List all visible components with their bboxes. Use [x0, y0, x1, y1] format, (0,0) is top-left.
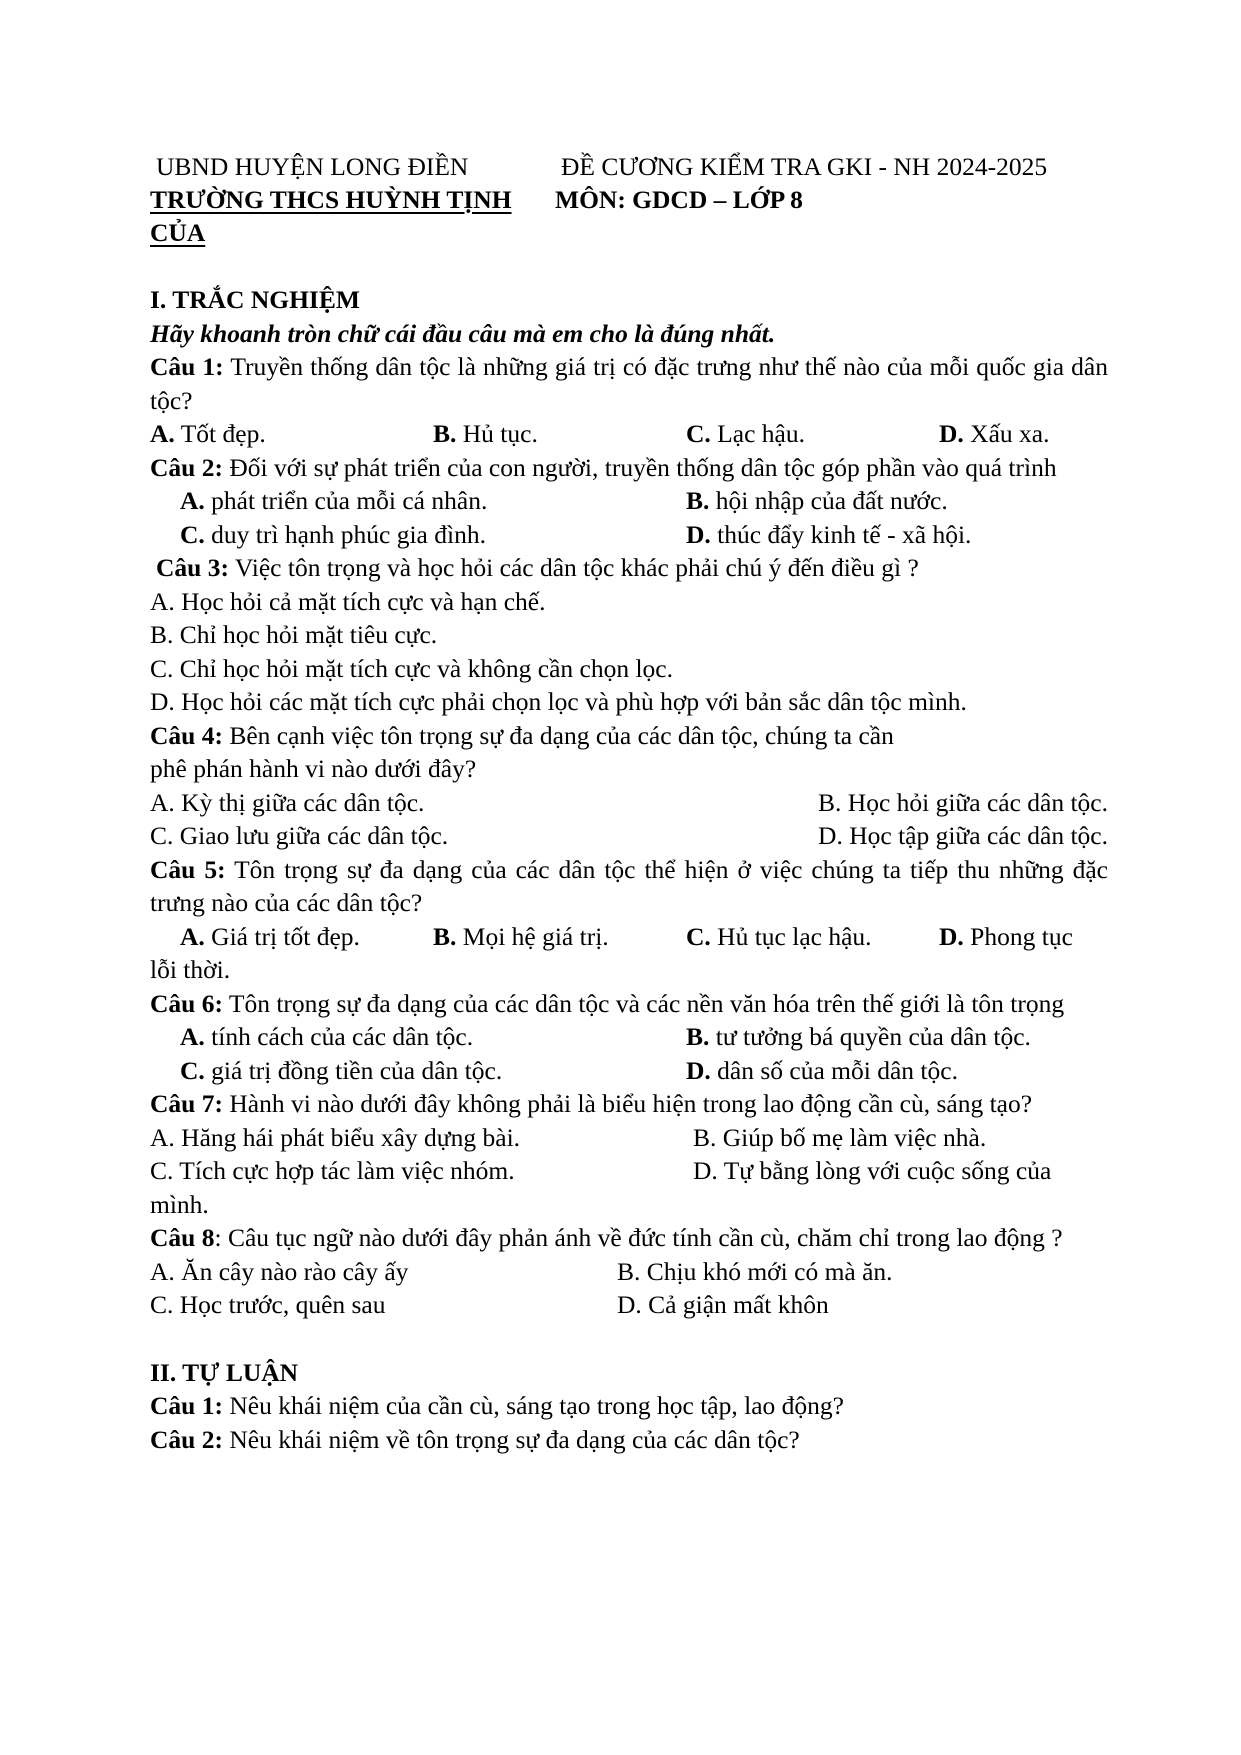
option-c: C. Hủ tục lạc hậu. — [686, 921, 872, 951]
option-b: B. Giúp bố mẹ làm việc nhà. — [693, 1122, 987, 1152]
option-c: C. Lạc hậu. — [686, 419, 805, 448]
question-text-line1: Bên cạnh việc tôn trọng sự đa dạng của các dân tộc, chúng ta cần — [229, 720, 894, 750]
outline-title: ĐỀ CƯƠNG KIỂM TRA GKI - NH 2024-2025 — [561, 152, 1048, 181]
document-body — [150, 150, 1108, 1456]
school-name: TRƯỜNG THCS HUỲNH TỊNH CỦA — [150, 185, 512, 247]
section-title-part1: I. TRẮC NGHIỆM — [150, 285, 360, 314]
question-4-options-row1 — [150, 786, 1108, 820]
option-b: B. Hủ tục. — [433, 419, 538, 448]
question-label: Câu 4: — [150, 720, 223, 750]
option-b: B. Học hỏi giữa các dân tộc. — [818, 787, 1108, 817]
question-label: Câu 2: — [150, 452, 223, 482]
option-a: A. Kỳ thị giữa các dân tộc. — [150, 787, 425, 817]
option-d: D. Tự bằng lòng với cuộc sống của — [693, 1156, 1052, 1185]
question-label: Câu 3: — [156, 553, 229, 582]
option-a: A. Tốt đẹp. — [150, 419, 266, 448]
question-text: Truyền thống dân tộc là những giá trị có đặc trưng như thế nào của mỗi quốc gia dân tộc? — [150, 352, 1109, 415]
section-title-part2: II. TỰ LUẬN — [150, 1357, 299, 1387]
question-4-options-row2 — [150, 819, 1108, 853]
instruction: Hãy khoanh tròn chữ cái đầu câu mà em cho là đúng nhất. — [150, 318, 776, 348]
question-4 — [150, 719, 1108, 753]
question-3-option-c: C. Chỉ học hỏi mặt tích cực và không cần chọn lọc. — [150, 653, 673, 683]
option-a: A. Ăn cây nào rào cây ấy — [150, 1256, 409, 1286]
option-d: D. dân số của mỗi dân tộc. — [686, 1055, 958, 1085]
question-1 — [150, 350, 1108, 417]
question-label: Câu 5: — [150, 854, 226, 884]
question-5-option-d-wrap: lỗi thời. — [150, 955, 231, 984]
option-d: D. thúc đẩy kinh tế - xã hội. — [686, 519, 972, 549]
question-text: Nêu khái niệm về tôn trọng sự đa dạng của các dân tộc? — [229, 1424, 800, 1454]
question-8 — [150, 1221, 1108, 1255]
question-label: Câu 8 — [150, 1223, 215, 1252]
option-b: B. Chịu khó mới có mà ăn. — [617, 1256, 893, 1286]
question-6-options-row1 — [150, 1020, 1108, 1054]
question-8-options-row1 — [150, 1255, 1108, 1289]
option-d: D. Phong tục — [939, 921, 1073, 951]
question-label: Câu 2: — [150, 1424, 223, 1454]
option-c: C. duy trì hạnh phúc gia đình. — [180, 519, 486, 549]
essay-question-2 — [150, 1423, 1108, 1457]
question-text: Tôn trọng sự đa dạng của các dân tộc thể hiện ở việc chúng ta tiếp thu những đặc trưng nào của các dân tộc? — [150, 854, 1109, 917]
question-label: Câu 7: — [150, 1089, 223, 1118]
question-3 — [150, 551, 1108, 585]
option-a: A. phát triển của mỗi cá nhân. — [180, 486, 488, 515]
question-5-options — [150, 920, 1108, 954]
option-c: C. Giao lưu giữa các dân tộc. — [150, 821, 449, 850]
question-2-options-row2 — [150, 518, 1108, 552]
question-7-options-row2 — [150, 1154, 1108, 1188]
district-name: UBND HUYỆN LONG ĐIỀN — [156, 152, 469, 181]
question-label: Câu 1: — [150, 352, 224, 381]
option-b: B. Mọi hệ giá trị. — [433, 921, 609, 951]
question-1-options — [150, 417, 1108, 451]
question-5 — [150, 853, 1108, 920]
question-2-options-row1 — [150, 484, 1108, 518]
question-text: Việc tôn trọng và học hỏi các dân tộc khác phải chú ý đến điều gì ? — [234, 553, 919, 582]
option-c: C. giá trị đồng tiền của dân tộc. — [180, 1055, 503, 1085]
question-text: Tôn trọng sự đa dạng của các dân tộc và các nền văn hóa trên thế giới là tôn trọng — [228, 988, 1065, 1018]
question-3-option-a: A. Học hỏi cả mặt tích cực và hạn chế. — [150, 586, 546, 616]
question-7-option-d-wrap: mình. — [150, 1189, 209, 1219]
question-8-options-row2 — [150, 1288, 1108, 1322]
question-text: Nêu khái niệm của cần cù, sáng tạo trong học tập, lao động? — [229, 1391, 844, 1420]
option-d: D. Cả giận mất khôn — [617, 1290, 829, 1319]
option-a: A. Giá trị tốt đẹp. — [180, 921, 360, 951]
subject-label: MÔN: GDCD – LỚP 8 — [555, 185, 803, 214]
question-text: Đối với sự phát triển của con người, truyền thống dân tộc góp phần vào quá trình — [229, 452, 1057, 482]
question-7-options-row1 — [150, 1121, 1108, 1155]
question-text: : Câu tục ngữ nào dưới đây phản ánh về đức tính cần cù, chăm chỉ trong lao động ? — [214, 1223, 1063, 1252]
question-6-options-row2 — [150, 1054, 1108, 1088]
essay-question-1 — [150, 1389, 1108, 1423]
question-7 — [150, 1087, 1108, 1121]
question-3-option-d: D. Học hỏi các mặt tích cực phải chọn lọc và phù hợp với bản sắc dân tộc mình. — [150, 687, 967, 716]
question-label: Câu 6: — [150, 988, 223, 1018]
option-d: D. Học tập giữa các dân tộc. — [818, 821, 1108, 850]
option-c: C. Học trước, quên sau — [150, 1290, 386, 1319]
option-c: C. Tích cực hợp tác làm việc nhóm. — [150, 1156, 515, 1185]
question-3-option-b: B. Chỉ học hỏi mặt tiêu cực. — [150, 620, 438, 649]
option-b: B. tư tưởng bá quyền của dân tộc. — [686, 1022, 1031, 1051]
question-2 — [150, 451, 1108, 485]
option-a: A. tính cách của các dân tộc. — [180, 1022, 474, 1051]
option-b: B. hội nhập của đất nước. — [686, 486, 948, 515]
question-text: Hành vi nào dưới đây không phải là biểu hiện trong lao động cần cù, sáng tạo? — [229, 1089, 1033, 1118]
question-label: Câu 1: — [150, 1391, 223, 1420]
header-row-1 — [150, 150, 1108, 183]
question-6 — [150, 987, 1108, 1021]
option-a: A. Hăng hái phát biểu xây dựng bài. — [150, 1122, 521, 1152]
option-d: D. Xấu xa. — [939, 419, 1050, 448]
question-4-text-line2: phê phán hành vi nào dưới đây? — [150, 754, 477, 783]
header-row-2 — [150, 183, 1108, 249]
